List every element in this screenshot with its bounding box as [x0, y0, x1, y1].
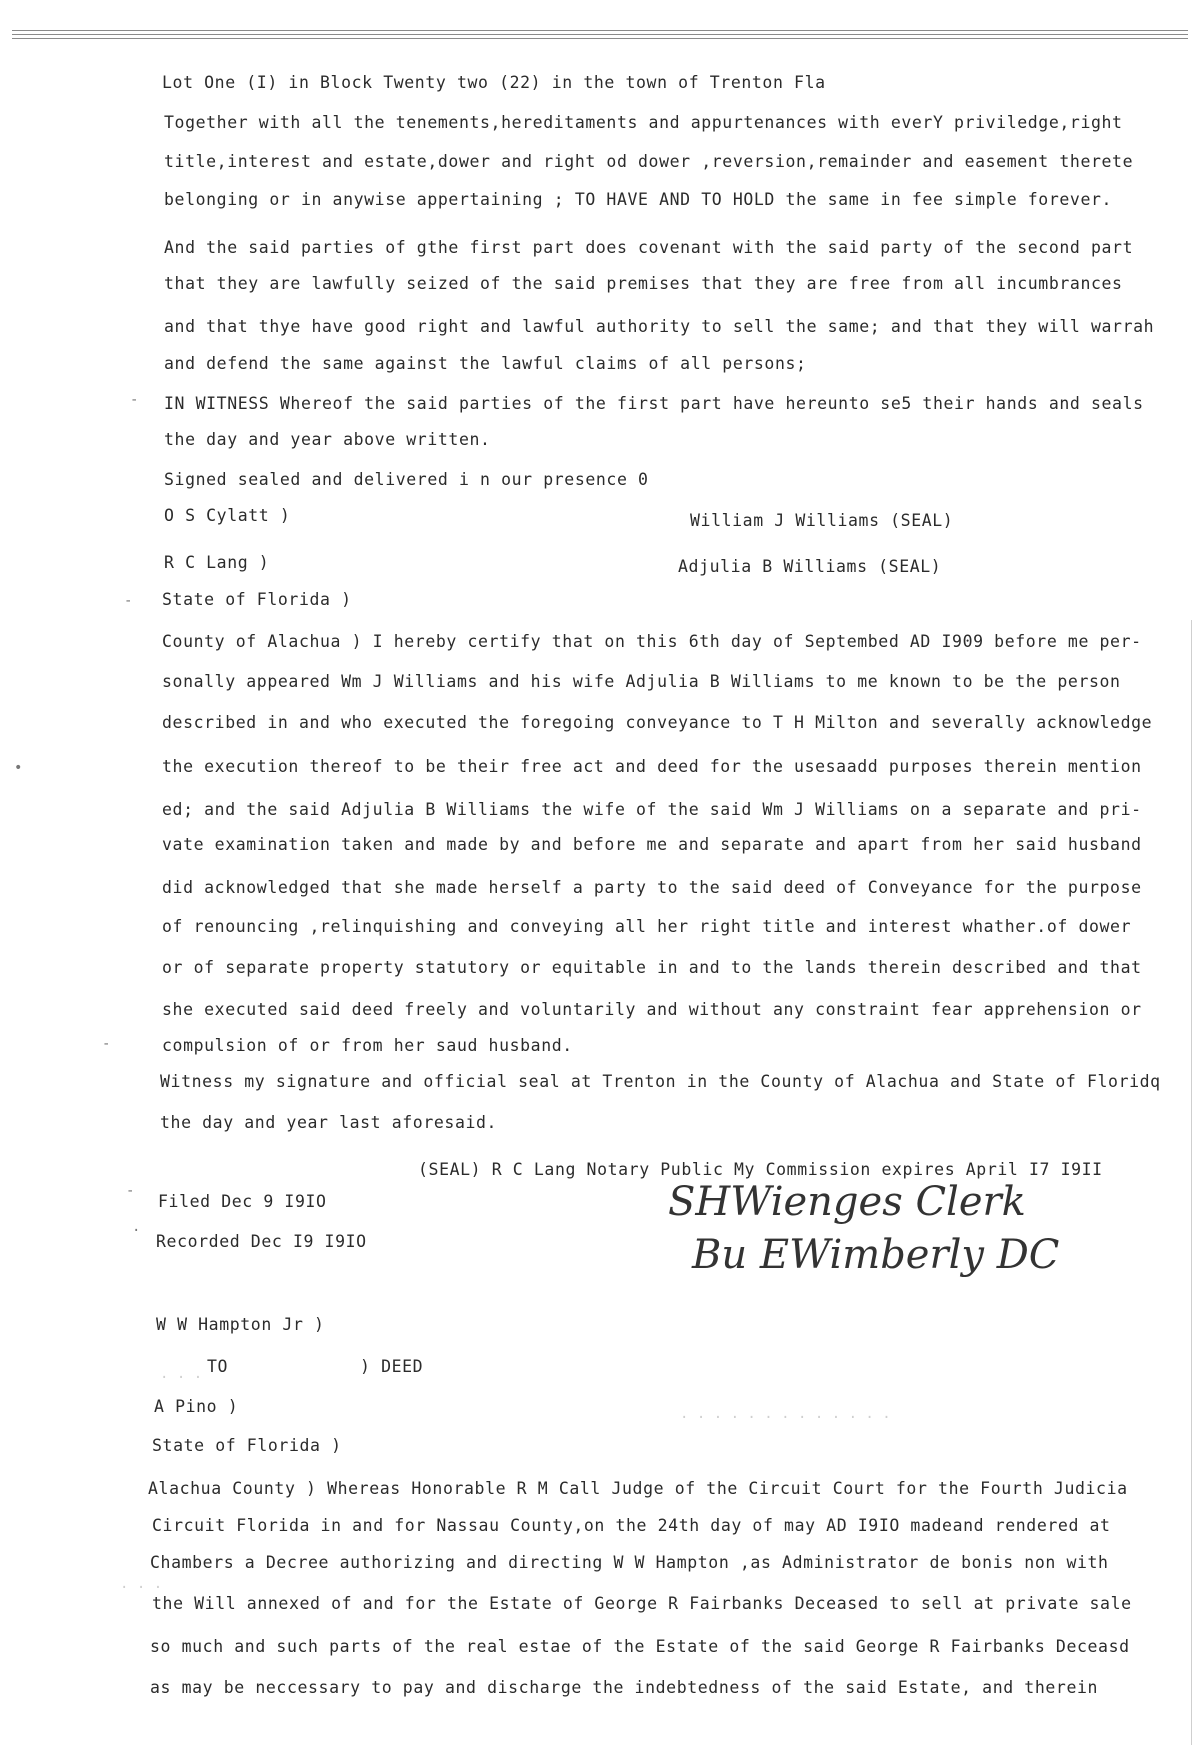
- text-line: the day and year above written.: [164, 430, 491, 449]
- text-line: Witness my signature and official seal at Trenton in the County of Alachua and State of Floridq: [160, 1072, 1161, 1091]
- text-line: And the said parties of gthe first part does covenant with the said party of the second part: [164, 238, 1134, 257]
- text-line: State of Florida ): [162, 590, 352, 609]
- text-line: vate examination taken and made by and before me and separate and apart from her said husband: [162, 835, 1142, 854]
- margin-mark: -: [124, 593, 133, 609]
- top-border-line: [12, 34, 1188, 35]
- grantor-signature: Adjulia B Williams (SEAL): [678, 557, 942, 576]
- text-line: the execution thereof to be their free act and deed for the usesaadd purposes therein mention: [162, 757, 1142, 776]
- page-edge-line: [1191, 620, 1192, 1745]
- text-line: described in and who executed the foregoing conveyance to T H Milton and severally acknowledge: [162, 713, 1153, 732]
- text-line: or of separate property statutory or equitable in and to the lands therein described and that: [162, 958, 1142, 977]
- deputy-clerk-signature: Bu EWimberly DC: [692, 1232, 1060, 1278]
- text-line: did acknowledged that she made herself a party to the said deed of Conveyance for the purpose: [162, 878, 1142, 897]
- bleed-through-text: · · · · · · · · · · · · ·: [680, 1410, 891, 1426]
- grantor-signature: William J Williams (SEAL): [690, 511, 954, 530]
- text-line: Together with all the tenements,hereditaments and appurtenances with everY priviledge,right: [164, 113, 1123, 132]
- text-line: of renouncing ,relinquishing and conveying all her right title and interest whather.of dower: [162, 917, 1132, 936]
- text-line: Chambers a Decree authorizing and directing W W Hampton ,as Administrator de bonis non with: [150, 1553, 1109, 1572]
- text-line: and that thye have good right and lawful authority to sell the same; and that they will warrah: [164, 317, 1155, 336]
- text-line: the Will annexed of and for the Estate of George R Fairbanks Deceased to sell at private sale: [152, 1594, 1132, 1613]
- margin-mark: -: [102, 1036, 111, 1052]
- text-line: County of Alachua ) I hereby certify that on this 6th day of Septembed AD I909 before me per-: [162, 632, 1142, 651]
- grantee-name: A Pino ): [154, 1397, 239, 1416]
- text-line: title,interest and estate,dower and right od dower ,reversion,remainder and easement therete: [164, 152, 1134, 171]
- grantor-name: W W Hampton Jr ): [156, 1315, 325, 1334]
- witness-name: R C Lang ): [164, 553, 270, 572]
- text-line: Alachua County ) Whereas Honorable R M Call Judge of the Circuit Court for the Fourth Judicia: [148, 1479, 1128, 1498]
- text-line: that they are lawfully seized of the said premises that they are free from all incumbrances: [164, 274, 1123, 293]
- text-line: Lot One (I) in Block Twenty two (22) in the town of Trenton Fla: [162, 73, 826, 92]
- text-line: State of Florida ): [152, 1436, 342, 1455]
- margin-mark: -: [126, 1183, 135, 1199]
- text-line: as may be neccessary to pay and discharge the indebtedness of the said Estate, and therein: [150, 1678, 1099, 1697]
- text-line: ed; and the said Adjulia B Williams the wife of the said Wm J Williams on a separate and pri-: [162, 800, 1142, 819]
- text-line: and defend the same against the lawful claims of all persons;: [164, 354, 807, 373]
- clerk-signature: SHWienges Clerk: [668, 1179, 1026, 1225]
- text-line: sonally appeared Wm J Williams and his wife Adjulia B Williams to me known to be the person: [162, 672, 1121, 691]
- top-border-line: [12, 38, 1188, 39]
- bleed-through-text: · · ·: [120, 1580, 163, 1596]
- witness-name: O S Cylatt ): [164, 506, 291, 525]
- to-label: TO: [207, 1357, 229, 1376]
- recorded-date: Recorded Dec I9 I9IO: [156, 1232, 367, 1251]
- top-border-line: [12, 30, 1188, 31]
- filed-date: Filed Dec 9 I9IO: [158, 1192, 327, 1211]
- notary-line: (SEAL) R C Lang Notary Public My Commission expires April I7 I9II: [418, 1160, 1103, 1179]
- margin-mark: •: [14, 760, 23, 776]
- margin-mark: ·: [132, 1223, 141, 1239]
- text-line: Circuit Florida in and for Nassau County,on the 24th day of may AD I9IO madeand rendered at: [152, 1516, 1111, 1535]
- text-line: she executed said deed freely and voluntarily and without any constraint fear apprehension or: [162, 1000, 1142, 1019]
- margin-mark: -: [130, 392, 139, 408]
- text-line: belonging or in anywise appertaining ; TO HAVE AND TO HOLD the same in fee simple forever.: [164, 190, 1113, 209]
- text-line: the day and year last aforesaid.: [160, 1113, 498, 1132]
- text-line: compulsion of or from her saud husband.: [162, 1036, 573, 1055]
- bleed-through-text: · · ·: [160, 1370, 203, 1386]
- text-line: Signed sealed and delivered i n our presence 0: [164, 470, 649, 489]
- deed-label: ) DEED: [360, 1357, 424, 1376]
- text-line: so much and such parts of the real estae of the Estate of the said George R Fairbanks Deceasd: [150, 1637, 1130, 1656]
- text-line: IN WITNESS Whereof the said parties of the first part have hereunto se5 their hands and seals: [164, 394, 1144, 413]
